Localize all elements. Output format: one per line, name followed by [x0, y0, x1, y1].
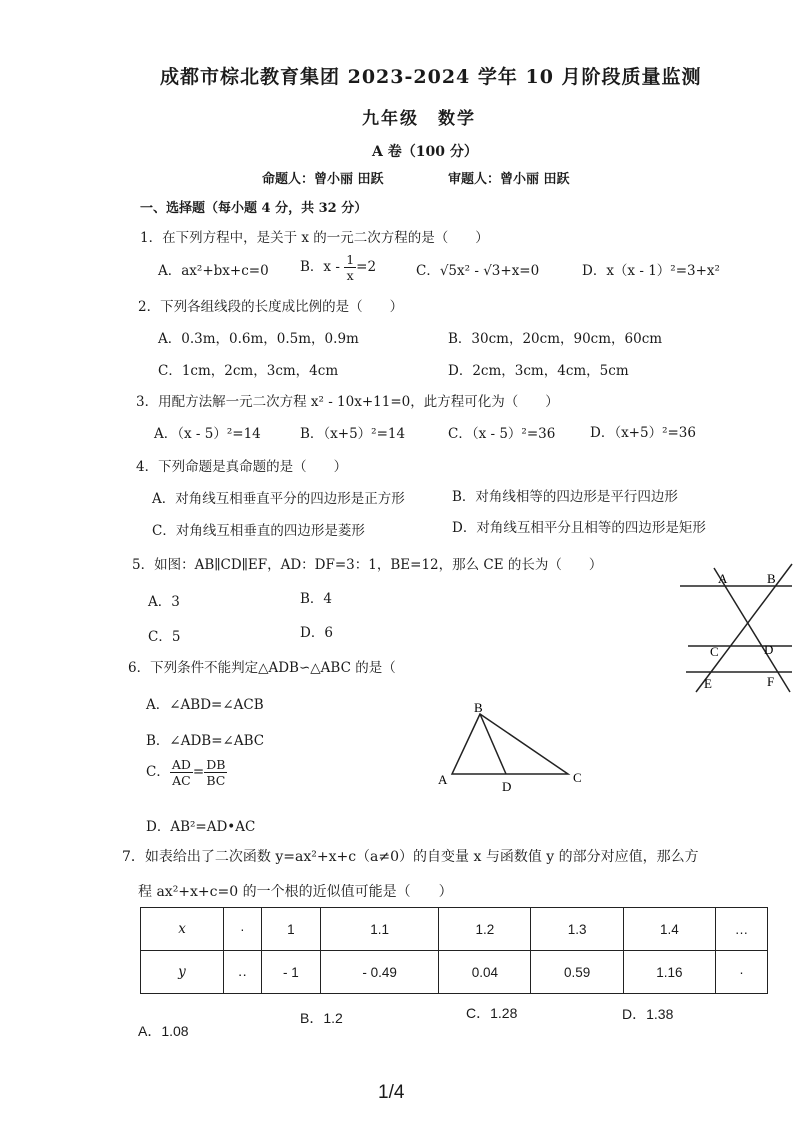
q6-fraction-2-numerator: DB: [206, 757, 226, 772]
table-cell: ‥: [224, 951, 262, 994]
table-cell: y: [141, 951, 224, 994]
q2-option-c: C．1cm，2cm，3cm，4cm: [158, 363, 339, 379]
q2-option-b: B．30cm，20cm，90cm，60cm: [448, 331, 663, 347]
q3-option-d: D．（x+5）²=36: [590, 425, 696, 441]
q1-option-d: D．x（x - 1）²=3+x²: [582, 263, 720, 279]
q6-option-c-prefix: C．: [146, 764, 170, 780]
q5-option-b: B．4: [300, 591, 333, 607]
q6-option-c: [146, 757, 227, 788]
parallel-lines-figure: [676, 562, 794, 698]
paper-label: A 卷（100 分）: [372, 144, 478, 160]
reviewer-label: 审题人：曾小丽 田跃: [448, 172, 570, 187]
q6-fraction-2: [204, 757, 227, 788]
table-cell: x: [141, 908, 224, 951]
q6-option-d: D．AB²=AD•AC: [146, 819, 256, 835]
q4-option-a: A．对角线互相垂直平分的四边形是正方形: [152, 491, 405, 507]
q1-option-a: A．ax²+bx+c=0: [158, 263, 269, 279]
exam-title: 成都市棕北教育集团 2023-2024 学年 10 月阶段质量监测: [160, 66, 702, 88]
q3-option-c: C．（x - 5）²=36: [448, 426, 556, 442]
figure5-label-d: D: [764, 642, 774, 657]
figure5-label-f: F: [767, 674, 775, 689]
q1-option-b: [300, 252, 376, 283]
table-cell: …: [715, 908, 767, 951]
question-2-stem: 2．下列各组线段的长度成比例的是（ ）: [138, 299, 404, 315]
figure6-label-a: A: [438, 772, 448, 787]
q6-option-c-equals: =: [192, 764, 205, 780]
table-cell: 1.4: [623, 908, 715, 951]
question-4-stem: 4．下列命题是真命题的是（ ）: [136, 459, 348, 475]
table-cell: 1.2: [439, 908, 531, 951]
q5-option-a: A．3: [148, 594, 180, 610]
q4-option-d: D．对角线互相平分且相等的四边形是矩形: [452, 520, 706, 536]
figure6-label-c: C: [573, 770, 582, 785]
table-cell: - 1: [261, 951, 320, 994]
table-cell: 0.59: [531, 951, 623, 994]
q6-fraction-1-numerator: AD: [171, 757, 191, 772]
table-cell: 1.3: [531, 908, 623, 951]
table-cell: - 0.49: [320, 951, 438, 994]
triangle-abc: [452, 714, 568, 774]
q2-option-d: D．2cm，3cm，4cm，5cm: [448, 363, 629, 379]
q7-option-b: B．1.2: [300, 1010, 343, 1026]
exam-subtitle: 九年级 数学: [362, 109, 476, 129]
table-cell: ·: [224, 908, 262, 951]
setter-label: 命题人：曾小丽 田跃: [262, 172, 384, 187]
figure6-label-b: B: [474, 700, 483, 715]
q6-option-a: A．∠ABD=∠ACB: [146, 697, 264, 713]
triangle-figure: [432, 698, 592, 798]
q1-option-b-denominator: x: [346, 268, 354, 283]
q6-fraction-1: [170, 757, 193, 788]
q1-option-b-prefix: B．x -: [300, 259, 340, 275]
figure5-label-c: C: [710, 644, 719, 659]
q6-fraction-2-denominator: BC: [206, 773, 226, 788]
figure6-label-d: D: [502, 779, 512, 794]
q1-option-b-fraction: [344, 252, 356, 283]
figure5-label-e: E: [704, 676, 712, 691]
table-cell: 1: [261, 908, 320, 951]
q3-option-b: B．（x+5）²=14: [300, 426, 406, 442]
q5-option-d: D．6: [300, 625, 333, 641]
q1-option-c: C．√5x² - √3+x=0: [416, 263, 540, 279]
q4-option-c: C．对角线互相垂直的四边形是菱形: [152, 523, 365, 539]
question-7-stem-line2: 程 ax²+x+c=0 的一个根的近似值可能是（ ）: [138, 884, 453, 900]
question-6-stem: 6．下列条件不能判定△ADB∽△ABC 的是（: [128, 660, 396, 676]
question-3-stem: 3．用配方法解一元二次方程 x² - 10x+11=0，此方程可化为（ ）: [136, 394, 559, 410]
q7-option-d: D．1.38: [622, 1006, 674, 1022]
figure5-label-b: B: [767, 571, 776, 586]
q2-option-a: A．0.3m，0.6m，0.5m，0.9m: [158, 331, 359, 347]
figure5-label-a: A: [718, 571, 728, 586]
section-heading: 一、选择题（每小题 4 分，共 32 分）: [140, 201, 368, 216]
table-row-y: [141, 951, 768, 994]
page-number: 1/4: [378, 1082, 405, 1103]
q5-option-c: C．5: [148, 629, 181, 645]
table-row-x: [141, 908, 768, 951]
q7-option-c: C．1.28: [466, 1005, 518, 1021]
table-cell: 1.16: [623, 951, 715, 994]
q6-fraction-1-denominator: AC: [172, 773, 191, 788]
table-cell: 1.1: [320, 908, 438, 951]
question-5-stem: 5．如图：AB∥CD∥EF，AD：DF=3：1，BE=12，那么 CE 的长为（ ）: [132, 557, 603, 573]
q4-option-b: B．对角线相等的四边形是平行四边形: [452, 489, 678, 505]
q3-option-a: A．（x - 5）²=14: [154, 426, 261, 442]
question-1-stem: 1．在下列方程中，是关于 x 的一元二次方程的是（ ）: [140, 230, 489, 246]
table-cell: ·: [715, 951, 767, 994]
q1-option-b-numerator: 1: [346, 252, 355, 267]
value-table: [140, 907, 768, 994]
q7-option-a: A．1.08: [138, 1023, 189, 1039]
table-cell: 0.04: [439, 951, 531, 994]
question-7-stem-line1: 7．如表给出了二次函数 y=ax²+x+c（a≠0）的自变量 x 与函数值 y 的部分对应值，那么方: [122, 849, 699, 865]
q6-option-b: B．∠ADB=∠ABC: [146, 733, 265, 749]
q1-option-b-suffix: =2: [356, 259, 377, 275]
